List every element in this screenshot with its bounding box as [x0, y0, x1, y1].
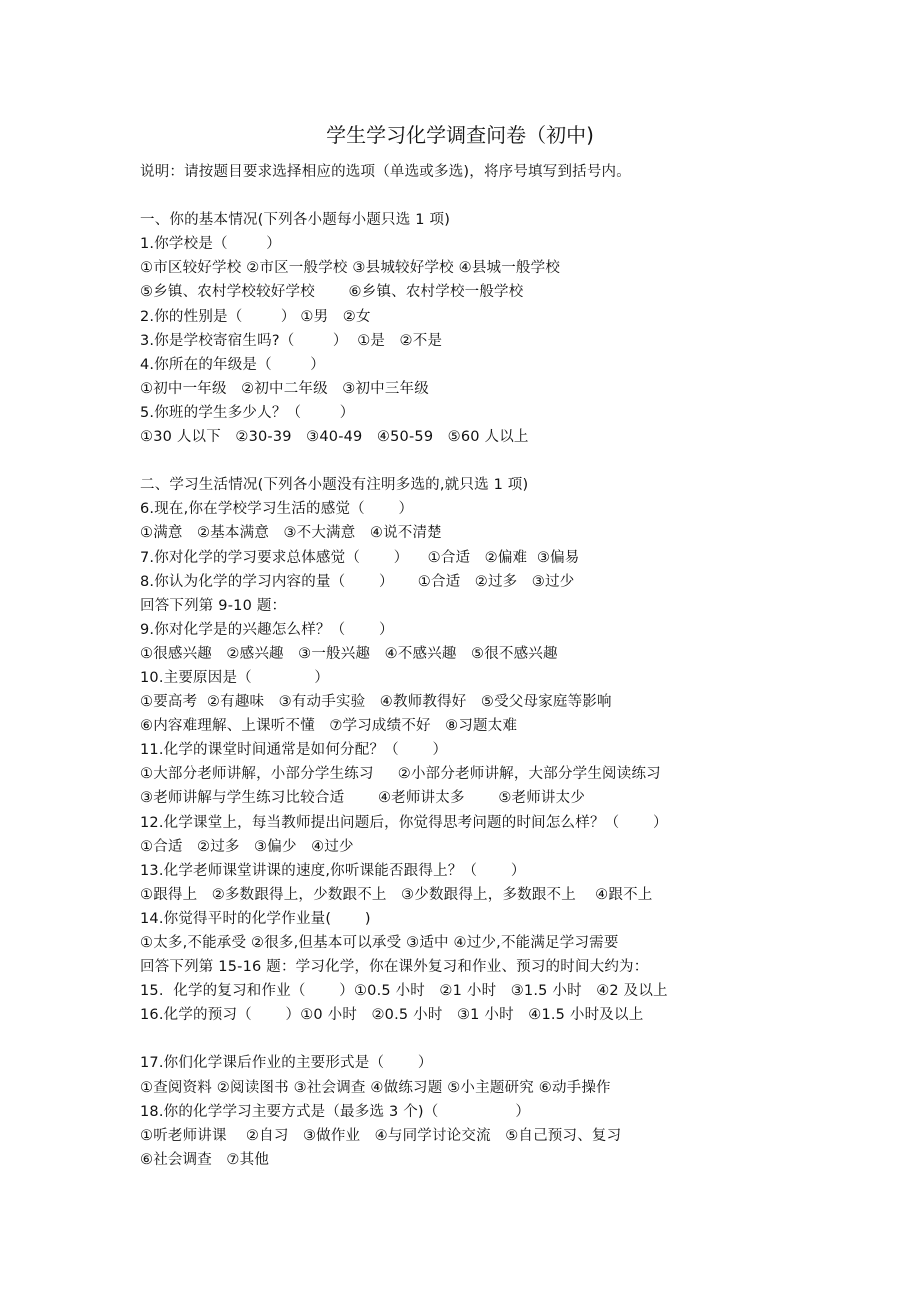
- text-line: ①满意 ②基本满意 ③不大满意 ④说不清楚: [140, 525, 442, 542]
- text-line: 9.你对化学是的兴趣怎么样？（ ）: [140, 621, 394, 638]
- text-line: ①查阅资料 ②阅读图书 ③社会调查 ④做练习题 ⑤小主题研究 ⑥动手操作: [140, 1079, 611, 1096]
- text-line: 5.你班的学生多少人？（ ）: [140, 404, 355, 421]
- text-line: 4.你所在的年级是（ ）: [140, 356, 326, 373]
- text-line: 6.现在,你在学校学习生活的感觉（ ）: [140, 501, 414, 518]
- text-line: ①要高考 ②有趣味 ③有动手实验 ④教师教得好 ⑤受父母家庭等影响: [140, 694, 612, 711]
- text-line: 说明：请按题目要求选择相应的选项（单选或多选)，将序号填写到括号内。: [140, 164, 631, 180]
- text-line: 一、你的基本情况(下列各小题每小题只选 1 项): [140, 212, 451, 229]
- text-line: ⑥社会调查 ⑦其他: [140, 1151, 270, 1168]
- text-line: 15. 化学的复习和作业（ ）①0.5 小时 ②1 小时 ③1.5 小时 ④2 及以上: [140, 983, 668, 1000]
- text-line: ①跟得上 ②多数跟得上，少数跟不上 ③少数跟得上，多数跟不上 ④跟不上: [140, 886, 653, 903]
- text-line: 16.化学的预习（ ）①0 小时 ②0.5 小时 ③1 小时 ④1.5 小时及以上: [140, 1007, 644, 1024]
- text-line: ①初中一年级 ②初中二年级 ③初中三年级: [140, 380, 429, 397]
- text-line: 14.你觉得平时的化学作业量( ): [140, 910, 371, 927]
- text-line: 1.你学校是（ ）: [140, 236, 281, 253]
- text-line: 7.你对化学的学习要求总体感觉（ ） ①合适 ②偏难 ③偏易: [140, 549, 580, 566]
- text-line: ①大部分老师讲解，小部分学生练习 ②小部分老师讲解，大部分学生阅读练习: [140, 766, 661, 783]
- text-line: 18.你的化学学习主要方式是（最多选 3 个)（ ）: [140, 1103, 531, 1120]
- text-line: ⑥内容难理解、上课听不懂 ⑦学习成绩不好 ⑧习题太难: [140, 718, 518, 735]
- blank-line: [140, 1027, 780, 1051]
- questionnaire-body: [140, 160, 780, 1172]
- text-line: 10.主要原因是（ ）: [140, 669, 330, 686]
- text-line: 回答下列第 9-10 题：: [140, 597, 287, 614]
- text-line: 8.你认为化学的学习内容的量（ ） ①合适 ②过多 ③过少: [140, 573, 575, 590]
- text-line: 13.化学老师课堂讲课的速度,你听课能否跟得上？（ ）: [140, 862, 526, 879]
- blank-line: [140, 449, 780, 473]
- text-line: ⑤乡镇、农村学校较好学校 ⑥乡镇、农村学校一般学校: [140, 284, 524, 301]
- text-line: 17.你们化学课后作业的主要形式是（ ）: [140, 1055, 433, 1072]
- text-line: 二、学习生活情况(下列各小题没有注明多选的,就只选 1 项): [140, 477, 529, 494]
- text-line: 2.你的性别是（ ） ①男 ②女: [140, 308, 371, 325]
- text-line: ③老师讲解与学生练习比较合适 ④老师讲太多 ⑤老师讲太少: [140, 790, 586, 807]
- page-title: 学生学习化学调查问卷（初中): [326, 123, 594, 147]
- text-line: 3.你是学校寄宿生吗?（ ） ①是 ②不是: [140, 332, 443, 349]
- text-line: 回答下列第 15-16 题：学习化学，你在课外复习和作业、预习的时间大约为：: [140, 959, 649, 976]
- text-line: ①市区较好学校 ②市区一般学校 ③县城较好学校 ④县城一般学校: [140, 260, 561, 277]
- text-line: ①很感兴趣 ②感兴趣 ③一般兴趣 ④不感兴趣 ⑤很不感兴趣: [140, 645, 558, 662]
- text-line: ①合适 ②过多 ③偏少 ④过少: [140, 838, 354, 855]
- text-line: 11.化学的课堂时间通常是如何分配？（ ）: [140, 742, 448, 759]
- text-line: 12.化学课堂上，每当教师提出问题后，你觉得思考问题的时间怎么样？（ ）: [140, 814, 668, 831]
- blank-line: [140, 184, 780, 208]
- text-line: ①30 人以下 ②30-39 ③40-49 ④50-59 ⑤60 人以上: [140, 429, 529, 446]
- text-line: ①太多,不能承受 ②很多,但基本可以承受 ③适中 ④过少,不能满足学习需要: [140, 935, 619, 951]
- text-line: ①听老师讲课 ②自习 ③做作业 ④与同学讨论交流 ⑤自己预习、复习: [140, 1127, 622, 1144]
